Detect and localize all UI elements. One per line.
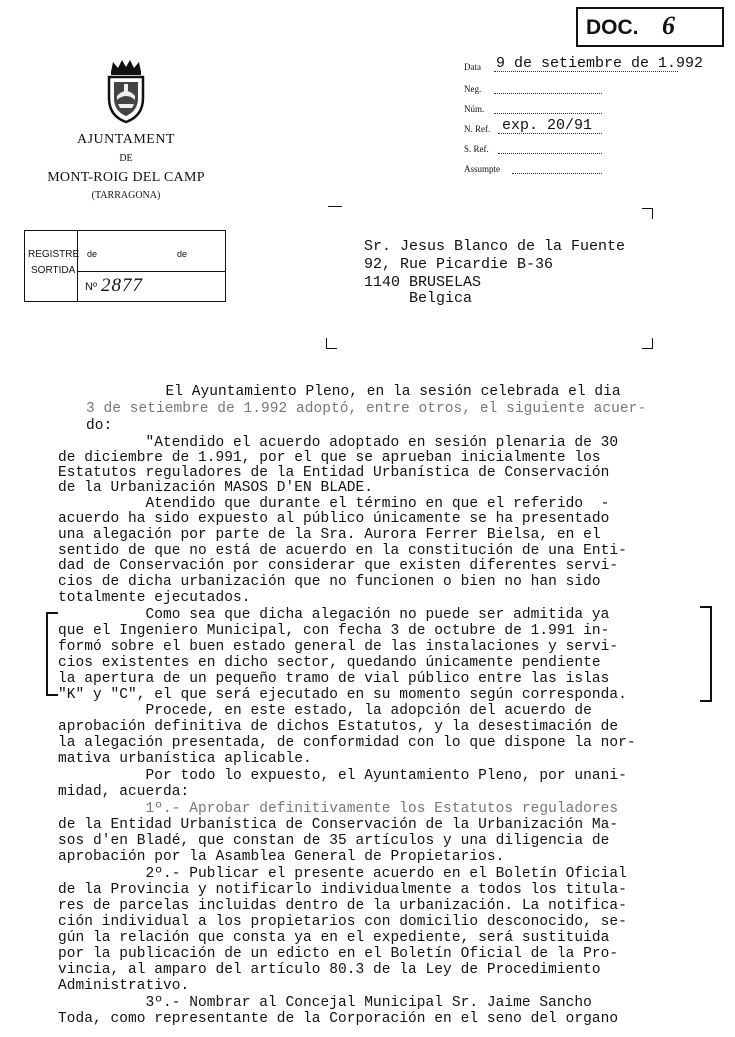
body-line: sos d'en Bladé, que constan de 35 artículos y una diligencia de	[58, 833, 610, 849]
body-line: totalmente ejecutados.	[58, 590, 251, 606]
margin-bracket-left	[46, 612, 58, 696]
registre-number-label: Nº	[85, 281, 97, 293]
body-line: la alegación presentada, de conformidad con lo que dispone la nor-	[58, 735, 636, 751]
body-line: por la publicación de un edicto en el Boletín Oficial de la Pro-	[58, 946, 619, 962]
body-line: Por todo lo expuesto, el Ayuntamiento Pleno, por unani-	[58, 768, 627, 784]
body-line: ción individual a los propietarios con domicilio desconocido, se-	[58, 914, 627, 930]
address-line: 92, Rue Picardie B-36	[364, 256, 554, 273]
body-line: gún la relación que consta ya en el expediente, será sustituida	[58, 930, 610, 946]
body-line: Atendido que durante el término en que el referido -	[58, 496, 610, 512]
doc-stamp-box	[576, 7, 724, 47]
registre-de-label: de	[87, 249, 98, 259]
body-line: dad de Conservación por considerar que existen diferentes servi-	[58, 558, 619, 574]
body-line: sentido de que no está de acuerdo en la constitución de una Enti-	[58, 543, 627, 559]
body-line: "Atendido el acuerdo adoptado en sesión plenaria de 30	[58, 435, 619, 451]
letterhead-de: DE	[119, 153, 133, 164]
body-line: Procede, en este estado, la adopción del acuerdo de	[58, 703, 592, 719]
body-line: de la Urbanización MASOS D'EN BLADE.	[58, 480, 374, 496]
body-line: formó sobre el buen estado general de las instalaciones y servi-	[58, 639, 619, 655]
municipal-crest-icon	[103, 58, 149, 124]
doc-label: DOC.	[586, 16, 639, 39]
address-corner-mark	[642, 208, 653, 219]
body-line: cios de dicha urbanización que no funcionen o bien no han sido	[58, 574, 601, 590]
body-line: 3º.- Nombrar al Concejal Municipal Sr. Jaime Sancho	[58, 995, 592, 1011]
body-line: Estatutos reguladores de la Entidad Urbanística de Conservación	[58, 465, 610, 481]
address-corner-mark	[642, 338, 653, 349]
body-line: midad, acuerda:	[58, 784, 190, 800]
body-line: de la Entidad Urbanística de Conservación de la Urbanización Ma-	[58, 817, 619, 833]
meta-label: Data	[464, 62, 481, 72]
body-line: El Ayuntamiento Pleno, en la sesión celebrada el dia	[78, 384, 621, 400]
body-line: aprobación definitiva de dichos Estatutos, y la desestimación de	[58, 719, 619, 735]
body-line: 1º.- Aprobar definitivamente los Estatutos reguladores	[58, 801, 619, 817]
body-line: cios existentes en dicho sector, quedando únicamente pendiente	[58, 655, 601, 671]
meta-label: Núm.	[464, 104, 485, 114]
margin-bracket-right	[700, 606, 712, 702]
body-line: mativa urbanística aplicable.	[58, 751, 312, 767]
address-line: 1140 BRUSELAS	[364, 274, 482, 291]
address-corner-mark	[328, 206, 342, 217]
sortida-title: SORTIDA	[31, 265, 76, 276]
meta-label: Neg.	[464, 84, 482, 94]
body-line: 3 de setiembre de 1.992 adoptó, entre otros, el siguiente acuer-	[86, 401, 647, 417]
meta-line	[494, 113, 602, 114]
body-line: la apertura de un pequeño tramo de vial público entre las islas	[58, 671, 610, 687]
body-line: acuerdo ha sido expuesto al público únicamente se ha presentado	[58, 511, 610, 527]
divider	[77, 231, 78, 301]
body-line: do:	[86, 418, 113, 434]
body-line: de diciembre de 1.991, por el que se aprueban inicialmente los	[58, 450, 601, 466]
divider	[77, 271, 225, 272]
meta-label: Assumpte	[464, 164, 500, 174]
registre-title: REGISTRE	[28, 249, 80, 260]
body-line: Administrativo.	[58, 978, 190, 994]
meta-line	[512, 173, 602, 174]
body-line: 2º.- Publicar el presente acuerdo en el Boletín Oficial	[58, 866, 627, 882]
body-line: que el Ingeniero Municipal, con fecha 3 de octubre de 1.991 in-	[58, 623, 610, 639]
registre-sortida-box	[24, 230, 226, 302]
body-line: vincia, al amparo del artículo 80.3 de la Ley de Procedimiento	[58, 962, 601, 978]
meta-line	[494, 93, 602, 94]
address-corner-mark	[326, 338, 337, 349]
meta-label: S. Ref.	[464, 144, 489, 154]
meta-value-date: 9 de setiembre de 1.992	[496, 55, 704, 72]
letterhead-title: AJUNTAMENT	[77, 132, 175, 147]
letterhead-municipality: MONT-ROIG DEL CAMP	[47, 170, 205, 185]
doc-number: 6	[662, 11, 675, 40]
body-line: Como sea que dicha alegación no puede ser admitida ya	[58, 607, 610, 623]
body-line: una alegación por parte de la Sra. Aurora Ferrer Bielsa, en el	[58, 527, 601, 543]
body-line: "K" y "C", el que será ejecutado en su momento según corresponda.	[58, 687, 627, 703]
body-line: de la Provincia y notificarlo individualmente a todos los titula-	[58, 882, 627, 898]
body-line: res de parcelas incluidas dentro de la urbanización. La notifica-	[58, 898, 627, 914]
meta-label: N. Ref.	[464, 124, 491, 134]
body-line: Toda, como representante de la Corporación en el seno del organo	[58, 1011, 619, 1027]
meta-line	[498, 153, 602, 154]
address-line: Belgica	[364, 290, 473, 307]
registre-number-value: 2877	[101, 275, 143, 296]
body-line: aprobación por la Asamblea General de Propietarios.	[58, 849, 505, 865]
registre-de-label: de	[177, 249, 188, 259]
meta-value-ref: exp. 20/91	[502, 117, 593, 134]
letterhead-province: (TARRAGONA)	[91, 190, 161, 201]
address-line: Sr. Jesus Blanco de la Fuente	[364, 238, 626, 255]
